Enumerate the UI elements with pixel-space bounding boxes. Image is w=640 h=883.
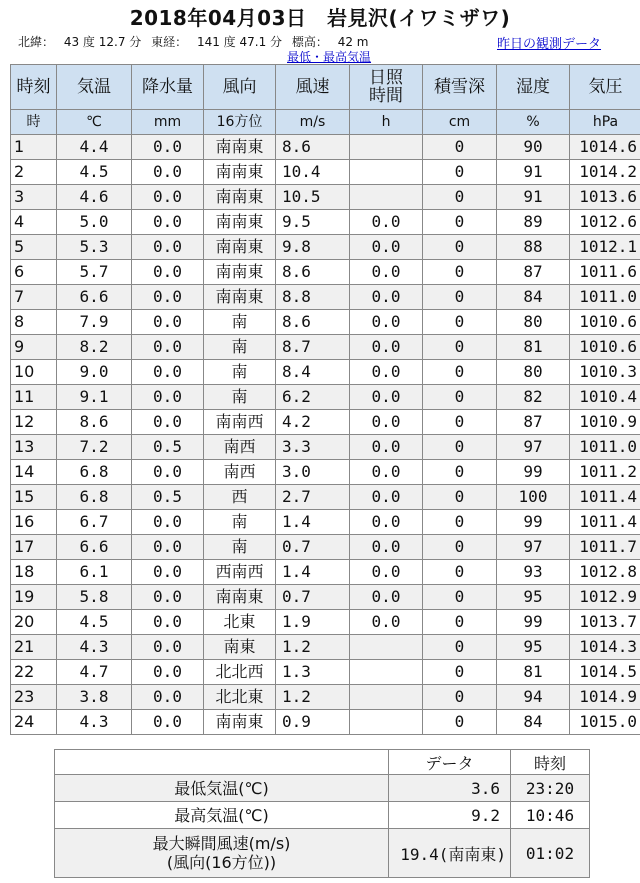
- temperature-cell: 6.8: [57, 460, 132, 485]
- wind-direction-cell: 北東: [204, 610, 276, 635]
- summary-header-data: データ: [389, 750, 511, 775]
- elevation-label: 標高：: [291, 35, 328, 49]
- humidity-cell: 95: [497, 635, 570, 660]
- precipitation-cell: 0.0: [132, 135, 204, 160]
- wind-direction-cell: 南: [204, 335, 276, 360]
- wind-speed-cell: 10.4: [276, 160, 350, 185]
- temperature-cell: 7.9: [57, 310, 132, 335]
- snow-depth-cell: 0: [423, 285, 497, 310]
- temperature-cell: 8.2: [57, 335, 132, 360]
- table-row: [11, 635, 640, 660]
- sunshine-cell: 0.0: [350, 260, 423, 285]
- temperature-cell: 9.1: [57, 385, 132, 410]
- min-max-temperature-link[interactable]: 最低・最高気温: [287, 50, 372, 64]
- wind-speed-cell: 9.8: [276, 235, 350, 260]
- wind-speed-cell: 0.9: [276, 710, 350, 735]
- max-gust-label: [55, 829, 389, 878]
- hour-cell: 18: [11, 560, 57, 585]
- header-cell: 湿度: [497, 65, 570, 110]
- temperature-cell: 5.7: [57, 260, 132, 285]
- pressure-cell: 1012.8: [570, 560, 640, 585]
- sunshine-cell: 0.0: [350, 385, 423, 410]
- hour-cell: 4: [11, 210, 57, 235]
- humidity-cell: 82: [497, 385, 570, 410]
- wind-direction-cell: 南南東: [204, 185, 276, 210]
- hour-cell: 21: [11, 635, 57, 660]
- humidity-cell: 97: [497, 535, 570, 560]
- precipitation-cell: 0.5: [132, 435, 204, 460]
- precipitation-cell: 0.0: [132, 660, 204, 685]
- hour-cell: 22: [11, 660, 57, 685]
- snow-depth-cell: 0: [423, 535, 497, 560]
- sunshine-cell: [350, 160, 423, 185]
- wind-speed-cell: 8.6: [276, 260, 350, 285]
- wind-speed-cell: 1.3: [276, 660, 350, 685]
- humidity-cell: 94: [497, 685, 570, 710]
- table-row: [11, 510, 640, 535]
- max-temp-label: 最高気温(℃): [55, 802, 389, 829]
- snow-depth-cell: 0: [423, 435, 497, 460]
- wind-speed-cell: 2.7: [276, 485, 350, 510]
- precipitation-cell: 0.0: [132, 360, 204, 385]
- humidity-cell: 89: [497, 210, 570, 235]
- temperature-cell: 4.5: [57, 160, 132, 185]
- wind-direction-cell: 南南東: [204, 710, 276, 735]
- table-row: [11, 360, 640, 385]
- summary-header-row: [55, 750, 590, 775]
- snow-depth-cell: 0: [423, 510, 497, 535]
- table-row: [11, 310, 640, 335]
- snow-depth-cell: 0: [423, 485, 497, 510]
- sunshine-cell: 0.0: [350, 560, 423, 585]
- header-cell: 降水量: [132, 65, 204, 110]
- hour-cell: 8: [11, 310, 57, 335]
- pressure-cell: 1011.2: [570, 460, 640, 485]
- wind-direction-cell: 南東: [204, 635, 276, 660]
- sunshine-cell: 0.0: [350, 535, 423, 560]
- humidity-cell: 84: [497, 285, 570, 310]
- hour-cell: 19: [11, 585, 57, 610]
- hour-cell: 6: [11, 260, 57, 285]
- pressure-cell: 1014.5: [570, 660, 640, 685]
- daily-summary-table: [54, 749, 590, 878]
- precipitation-cell: 0.0: [132, 260, 204, 285]
- humidity-cell: 91: [497, 185, 570, 210]
- pressure-cell: 1010.3: [570, 360, 640, 385]
- pressure-cell: 1015.0: [570, 710, 640, 735]
- pressure-cell: 1014.3: [570, 635, 640, 660]
- sunshine-cell: 0.0: [350, 585, 423, 610]
- wind-speed-cell: 6.2: [276, 385, 350, 410]
- table-row: [11, 685, 640, 710]
- table-row: [11, 460, 640, 485]
- hour-cell: 17: [11, 535, 57, 560]
- wind-speed-cell: 1.9: [276, 610, 350, 635]
- page-title: 2018年04月03日 岩見沢(イワミザワ): [129, 6, 511, 30]
- humidity-cell: 99: [497, 510, 570, 535]
- header-cell: 風速: [276, 65, 350, 110]
- wind-direction-cell: 南南東: [204, 585, 276, 610]
- yesterday-data-link[interactable]: 昨日の観測データ: [497, 37, 602, 52]
- wind-direction-cell: 西南西: [204, 560, 276, 585]
- snow-depth-cell: 0: [423, 635, 497, 660]
- unit-cell: mm: [132, 110, 204, 135]
- wind-direction-cell: 南南西: [204, 410, 276, 435]
- sunshine-cell: 0.0: [350, 485, 423, 510]
- table-row: [11, 610, 640, 635]
- precipitation-cell: 0.0: [132, 635, 204, 660]
- pressure-cell: 1011.6: [570, 260, 640, 285]
- hour-cell: 16: [11, 510, 57, 535]
- humidity-cell: 81: [497, 660, 570, 685]
- sunshine-cell: 0.0: [350, 435, 423, 460]
- table-row: [11, 335, 640, 360]
- sunshine-cell: [350, 710, 423, 735]
- wind-direction-cell: 南: [204, 535, 276, 560]
- table-row: [11, 560, 640, 585]
- pressure-cell: 1014.9: [570, 685, 640, 710]
- humidity-cell: 90: [497, 135, 570, 160]
- snow-depth-cell: 0: [423, 260, 497, 285]
- precipitation-cell: 0.0: [132, 160, 204, 185]
- humidity-cell: 88: [497, 235, 570, 260]
- humidity-cell: 97: [497, 435, 570, 460]
- wind-direction-cell: 南: [204, 385, 276, 410]
- temperature-cell: 4.7: [57, 660, 132, 685]
- header-row: [11, 65, 640, 110]
- wind-speed-cell: 0.7: [276, 535, 350, 560]
- precipitation-cell: 0.0: [132, 710, 204, 735]
- hour-cell: 12: [11, 410, 57, 435]
- unit-cell: 時: [11, 110, 57, 135]
- unit-row: [11, 110, 640, 135]
- sunshine-cell: 0.0: [350, 510, 423, 535]
- pressure-cell: 1014.2: [570, 160, 640, 185]
- hourly-observation-table: [10, 64, 640, 735]
- table-row: [11, 485, 640, 510]
- precipitation-cell: 0.0: [132, 460, 204, 485]
- snow-depth-cell: 0: [423, 710, 497, 735]
- precipitation-cell: 0.0: [132, 335, 204, 360]
- table-row: [11, 710, 640, 735]
- longitude-label: 東経：: [151, 35, 188, 49]
- min-temp-time: 23:20: [511, 775, 590, 802]
- max-gust-time: 01:02: [511, 829, 590, 878]
- temperature-cell: 6.8: [57, 485, 132, 510]
- wind-speed-cell: 8.7: [276, 335, 350, 360]
- humidity-cell: 80: [497, 310, 570, 335]
- wind-speed-cell: 1.4: [276, 560, 350, 585]
- wind-direction-cell: 南南東: [204, 135, 276, 160]
- pressure-cell: 1012.9: [570, 585, 640, 610]
- snow-depth-cell: 0: [423, 410, 497, 435]
- table-row: [11, 260, 640, 285]
- pressure-cell: 1011.0: [570, 285, 640, 310]
- temperature-cell: 6.7: [57, 510, 132, 535]
- unit-cell: ℃: [57, 110, 132, 135]
- temperature-cell: 4.4: [57, 135, 132, 160]
- precipitation-cell: 0.0: [132, 410, 204, 435]
- table-row: [11, 285, 640, 310]
- snow-depth-cell: 0: [423, 460, 497, 485]
- pressure-cell: 1011.0: [570, 435, 640, 460]
- temperature-cell: 6.1: [57, 560, 132, 585]
- wind-speed-cell: 8.8: [276, 285, 350, 310]
- wind-direction-cell: 西: [204, 485, 276, 510]
- wind-direction-cell: 南西: [204, 435, 276, 460]
- wind-speed-cell: 3.3: [276, 435, 350, 460]
- temperature-cell: 5.3: [57, 235, 132, 260]
- snow-depth-cell: 0: [423, 185, 497, 210]
- sunshine-cell: [350, 685, 423, 710]
- hour-cell: 10: [11, 360, 57, 385]
- min-temp-value: 3.6: [389, 775, 511, 802]
- sunshine-cell: 0.0: [350, 285, 423, 310]
- summary-row-max-gust: [55, 829, 590, 878]
- sunshine-cell: 0.0: [350, 610, 423, 635]
- pressure-cell: 1013.7: [570, 610, 640, 635]
- header-cell: 積雪深: [423, 65, 497, 110]
- sunshine-cell: [350, 660, 423, 685]
- hour-cell: 5: [11, 235, 57, 260]
- summary-row-min-temp: [55, 775, 590, 802]
- wind-speed-cell: 4.2: [276, 410, 350, 435]
- header-cell: 気圧: [570, 65, 640, 110]
- sunshine-cell: 0.0: [350, 460, 423, 485]
- hour-cell: 3: [11, 185, 57, 210]
- temperature-cell: 6.6: [57, 285, 132, 310]
- humidity-cell: 84: [497, 710, 570, 735]
- wind-speed-cell: 1.4: [276, 510, 350, 535]
- precipitation-cell: 0.0: [132, 385, 204, 410]
- max-gust-label-line2: (風向(16方位)): [166, 853, 277, 872]
- temperature-cell: 4.5: [57, 610, 132, 635]
- pressure-cell: 1010.6: [570, 335, 640, 360]
- temperature-cell: 4.3: [57, 635, 132, 660]
- unit-cell: h: [350, 110, 423, 135]
- hour-cell: 24: [11, 710, 57, 735]
- snow-depth-cell: 0: [423, 160, 497, 185]
- wind-direction-cell: 南南東: [204, 160, 276, 185]
- pressure-cell: 1010.4: [570, 385, 640, 410]
- sunshine-cell: [350, 135, 423, 160]
- header-cell: 風向: [204, 65, 276, 110]
- humidity-cell: 81: [497, 335, 570, 360]
- max-gust-label-line1: 最大瞬間風速(m/s): [152, 834, 291, 853]
- temperature-cell: 4.3: [57, 710, 132, 735]
- temperature-cell: 4.6: [57, 185, 132, 210]
- max-temp-time: 10:46: [511, 802, 590, 829]
- table-row: [11, 135, 640, 160]
- snow-depth-cell: 0: [423, 360, 497, 385]
- pressure-cell: 1012.6: [570, 210, 640, 235]
- hour-cell: 20: [11, 610, 57, 635]
- hour-cell: 9: [11, 335, 57, 360]
- wind-direction-cell: 南南東: [204, 235, 276, 260]
- sunshine-cell: 0.0: [350, 360, 423, 385]
- wind-direction-cell: 北北東: [204, 685, 276, 710]
- unit-cell: 16方位: [204, 110, 276, 135]
- summary-header-blank: [55, 750, 389, 775]
- temperature-cell: 9.0: [57, 360, 132, 385]
- pressure-cell: 1013.6: [570, 185, 640, 210]
- hour-cell: 2: [11, 160, 57, 185]
- pressure-cell: 1012.1: [570, 235, 640, 260]
- header-cell: 時刻: [11, 65, 57, 110]
- precipitation-cell: 0.0: [132, 535, 204, 560]
- pressure-cell: 1011.4: [570, 485, 640, 510]
- unit-cell: m/s: [276, 110, 350, 135]
- latitude-label: 北緯：: [18, 35, 55, 49]
- table-row: [11, 585, 640, 610]
- hour-cell: 1: [11, 135, 57, 160]
- snow-depth-cell: 0: [423, 310, 497, 335]
- hour-cell: 13: [11, 435, 57, 460]
- hour-cell: 7: [11, 285, 57, 310]
- sunshine-cell: [350, 185, 423, 210]
- wind-speed-cell: 8.6: [276, 310, 350, 335]
- table-row: [11, 435, 640, 460]
- sunshine-cell: 0.0: [350, 410, 423, 435]
- wind-speed-cell: 0.7: [276, 585, 350, 610]
- table-row: [11, 535, 640, 560]
- wind-direction-cell: 南南東: [204, 285, 276, 310]
- wind-direction-cell: 北北西: [204, 660, 276, 685]
- wind-speed-cell: 10.5: [276, 185, 350, 210]
- temperature-cell: 8.6: [57, 410, 132, 435]
- pressure-cell: 1010.6: [570, 310, 640, 335]
- snow-depth-cell: 0: [423, 335, 497, 360]
- temperature-cell: 7.2: [57, 435, 132, 460]
- humidity-cell: 80: [497, 360, 570, 385]
- table-row: [11, 210, 640, 235]
- humidity-cell: 100: [497, 485, 570, 510]
- humidity-cell: 99: [497, 460, 570, 485]
- header-cell: 気温: [57, 65, 132, 110]
- sunshine-cell: [350, 635, 423, 660]
- header-cell: 日照時間: [350, 65, 423, 110]
- snow-depth-cell: 0: [423, 135, 497, 160]
- snow-depth-cell: 0: [423, 385, 497, 410]
- sunshine-cell: 0.0: [350, 210, 423, 235]
- table-row: [11, 160, 640, 185]
- summary-header-time: 時刻: [511, 750, 590, 775]
- wind-direction-cell: 南南東: [204, 260, 276, 285]
- longitude-value: 141 度 47.1 分: [196, 35, 283, 49]
- max-temp-value: 9.2: [389, 802, 511, 829]
- temperature-cell: 5.8: [57, 585, 132, 610]
- snow-depth-cell: 0: [423, 585, 497, 610]
- wind-speed-cell: 1.2: [276, 685, 350, 710]
- snow-depth-cell: 0: [423, 685, 497, 710]
- pressure-cell: 1010.9: [570, 410, 640, 435]
- wind-direction-cell: 南: [204, 360, 276, 385]
- temperature-cell: 5.0: [57, 210, 132, 235]
- humidity-cell: 91: [497, 160, 570, 185]
- table-row: [11, 660, 640, 685]
- pressure-cell: 1011.7: [570, 535, 640, 560]
- table-row: [11, 235, 640, 260]
- sunshine-cell: 0.0: [350, 310, 423, 335]
- snow-depth-cell: 0: [423, 660, 497, 685]
- wind-speed-cell: 3.0: [276, 460, 350, 485]
- humidity-cell: 87: [497, 410, 570, 435]
- precipitation-cell: 0.0: [132, 610, 204, 635]
- latitude-value: 43 度 12.7 分: [63, 35, 142, 49]
- precipitation-cell: 0.0: [132, 685, 204, 710]
- precipitation-cell: 0.0: [132, 285, 204, 310]
- precipitation-cell: 0.0: [132, 560, 204, 585]
- precipitation-cell: 0.0: [132, 310, 204, 335]
- wind-speed-cell: 9.5: [276, 210, 350, 235]
- table-row: [11, 385, 640, 410]
- wind-direction-cell: 南: [204, 310, 276, 335]
- snow-depth-cell: 0: [423, 560, 497, 585]
- unit-cell: hPa: [570, 110, 640, 135]
- snow-depth-cell: 0: [423, 235, 497, 260]
- sunshine-cell: 0.0: [350, 235, 423, 260]
- precipitation-cell: 0.5: [132, 485, 204, 510]
- humidity-cell: 95: [497, 585, 570, 610]
- pressure-cell: 1014.6: [570, 135, 640, 160]
- wind-speed-cell: 8.4: [276, 360, 350, 385]
- pressure-cell: 1011.4: [570, 510, 640, 535]
- wind-speed-cell: 1.2: [276, 635, 350, 660]
- hour-cell: 15: [11, 485, 57, 510]
- precipitation-cell: 0.0: [132, 510, 204, 535]
- unit-cell: %: [497, 110, 570, 135]
- snow-depth-cell: 0: [423, 610, 497, 635]
- wind-direction-cell: 南: [204, 510, 276, 535]
- summary-row-max-temp: [55, 802, 590, 829]
- hour-cell: 11: [11, 385, 57, 410]
- unit-cell: cm: [423, 110, 497, 135]
- precipitation-cell: 0.0: [132, 585, 204, 610]
- humidity-cell: 87: [497, 260, 570, 285]
- humidity-cell: 99: [497, 610, 570, 635]
- table-row: [11, 185, 640, 210]
- table-row: [11, 410, 640, 435]
- temperature-cell: 3.8: [57, 685, 132, 710]
- precipitation-cell: 0.0: [132, 235, 204, 260]
- sunshine-cell: 0.0: [350, 335, 423, 360]
- snow-depth-cell: 0: [423, 210, 497, 235]
- elevation-value: 42 m: [337, 35, 369, 49]
- hour-cell: 23: [11, 685, 57, 710]
- wind-speed-cell: 8.6: [276, 135, 350, 160]
- temperature-cell: 6.6: [57, 535, 132, 560]
- precipitation-cell: 0.0: [132, 185, 204, 210]
- hour-cell: 14: [11, 460, 57, 485]
- wind-direction-cell: 南南東: [204, 210, 276, 235]
- max-gust-value: 19.4(南南東): [389, 829, 511, 878]
- humidity-cell: 93: [497, 560, 570, 585]
- min-temp-label: 最低気温(℃): [55, 775, 389, 802]
- wind-direction-cell: 南西: [204, 460, 276, 485]
- precipitation-cell: 0.0: [132, 210, 204, 235]
